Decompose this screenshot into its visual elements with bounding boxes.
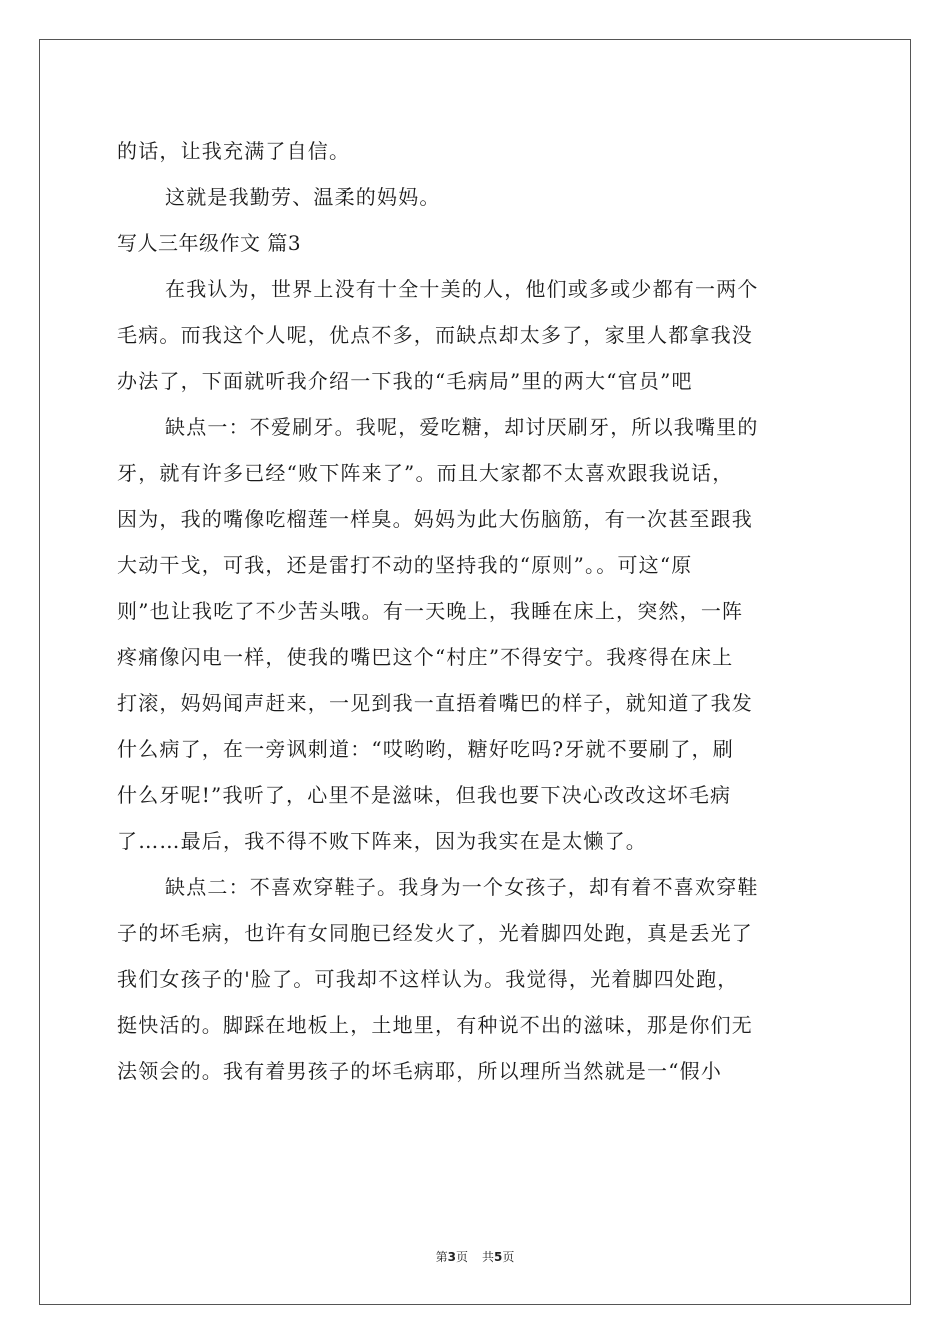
text-line: 我们女孩子的'脸了。可我却不这样认为。我觉得，光着脚四处跑， [117,967,739,991]
page-footer [0,1248,950,1265]
text-line: 缺点一：不爱刷牙。我呢，爱吃糖，却讨厌刷牙，所以我嘴里的 [165,415,759,439]
text-line: 什么牙呢!”我听了，心里不是滋味，但我也要下决心改改这坏毛病 [117,783,732,807]
text-line: 挺快活的。脚踩在地板上，土地里，有种说不出的滋味，那是你们无 [117,1013,753,1037]
section-heading: 写人三年级作文 篇3 [117,231,302,255]
text-line: 大动干戈，可我，还是雷打不动的坚持我的“原则”。。可这“原 [117,553,693,577]
document-body [117,128,833,1094]
text-line: 疼痛像闪电一样，使我的嘴巴这个“村庄”不得安宁。我疼得在床上 [117,645,734,669]
text-line: 了……最后，我不得不败下阵来，因为我实在是太懒了。 [117,829,647,853]
total-label-prefix: 共 [482,1250,495,1264]
page-label-suffix: 页 [455,1250,468,1264]
text-line: 毛病。而我这个人呢，优点不多，而缺点却太多了，家里人都拿我没 [117,323,753,347]
text-line: 则”也让我吃了不少苦头哦。有一天晚上，我睡在床上，突然，一阵 [117,599,744,623]
text-line: 子的坏毛病，也许有女同胞已经发火了，光着脚四处跑，真是丢光了 [117,921,753,945]
total-pages: 5 [494,1250,503,1264]
text-line: 什么病了，在一旁讽刺道：“哎哟哟，糖好吃吗?牙就不要刷了，刷 [117,737,734,761]
page-label-prefix: 第 [435,1250,448,1264]
text-line: 打滚，妈妈闻声赶来，一见到我一直捂着嘴巴的样子，就知道了我发 [117,691,753,715]
text-line: 在我认为，世界上没有十全十美的人，他们或多或少都有一两个 [165,277,759,301]
text-line: 办法了，下面就听我介绍一下我的“毛病局”里的两大“官员”吧 [117,369,693,393]
text-line: 这就是我勤劳、温柔的妈妈。 [165,185,441,209]
total-label-suffix: 页 [502,1250,515,1264]
text-line: 法领会的。我有着男孩子的坏毛病耶，所以理所当然就是一“假小 [117,1059,723,1083]
text-line: 牙，就有许多已经“败下阵来了”。而且大家都不太喜欢跟我说话， [117,461,734,485]
text-line: 因为，我的嘴像吃榴莲一样臭。妈妈为此大伤脑筋，有一次甚至跟我 [117,507,753,531]
text-line: 缺点二：不喜欢穿鞋子。我身为一个女孩子，却有着不喜欢穿鞋 [165,875,759,899]
page-number: 3 [447,1250,456,1264]
text-line: 的话，让我充满了自信。 [117,139,351,163]
